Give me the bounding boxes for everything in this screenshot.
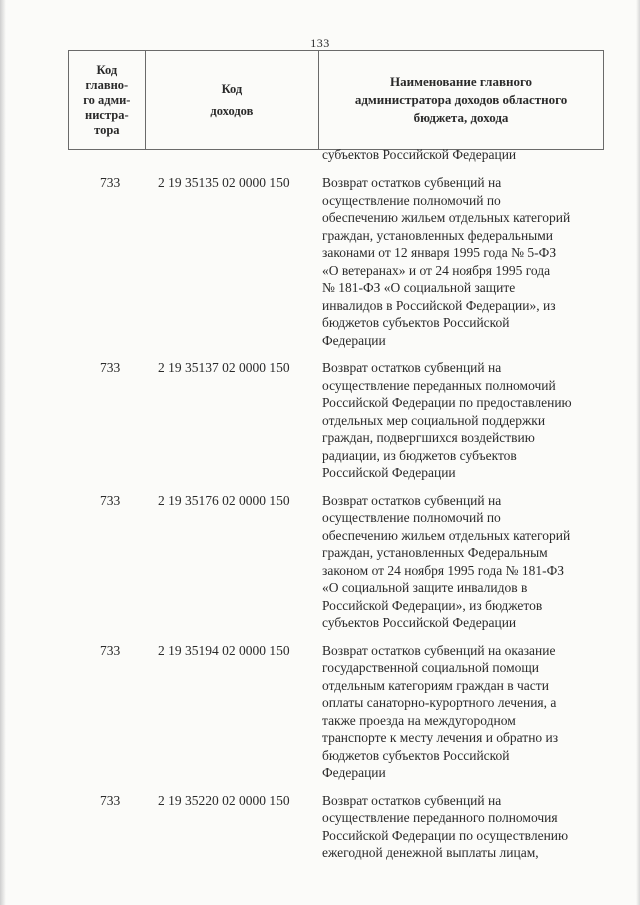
header-admin-line: главно- (85, 77, 129, 92)
income-name-line: Возврат остатков субвенций на (322, 492, 502, 508)
income-name-line: граждан, установленных Федеральным (322, 545, 548, 560)
income-name-line: «О ветеранах» и от 24 ноября 1995 года (322, 262, 551, 278)
table-header (68, 50, 604, 150)
header-admin-line: Код (96, 62, 118, 77)
header-income-code (146, 51, 319, 149)
header-name-line: бюджета, дохода (413, 110, 509, 125)
income-name-line: осуществление переданных полномочий (322, 377, 556, 393)
header-code-line: Код (221, 82, 243, 96)
income-name-line: субъектов Российской Федерации (322, 615, 517, 630)
income-name-cell (322, 792, 612, 862)
income-name-cell (322, 359, 612, 482)
income-name-line: государственной социальной помощи (322, 660, 539, 675)
income-name-cell (322, 642, 612, 782)
income-name-line: обеспечению жильем отдельных категорий (322, 527, 571, 543)
table-body (0, 174, 640, 872)
income-name-line: бюджетов субъектов Российской (322, 315, 510, 330)
table-row (0, 642, 640, 782)
income-name-line: осуществление переданного полномочия (322, 810, 558, 825)
income-name-line: инвалидов в Российской Федерации», из (322, 297, 556, 313)
header-name-line: Наименование главного (390, 74, 533, 89)
table-row (0, 174, 640, 349)
admin-code-cell: 733 (100, 642, 121, 658)
income-name-line: ежегодной денежной выплаты лицам, (322, 845, 539, 860)
income-name-line: законами от 12 января 1995 года № 5-ФЗ (322, 245, 557, 260)
header-admin-code (69, 51, 146, 149)
income-code-cell: 2 19 35176 02 0000 150 (158, 492, 290, 508)
income-name-line: Федерации (322, 332, 386, 348)
income-name-line: радиации, из бюджетов субъектов (322, 447, 517, 463)
continuation-text: субъектов Российской Федерации (322, 147, 517, 162)
income-name-line: осуществление полномочий по (322, 510, 501, 525)
income-name-line: граждан, подвергшихся воздействию (322, 430, 535, 445)
table-row (0, 492, 640, 632)
income-name-line: бюджетов субъектов Российской (322, 747, 510, 763)
income-name-line: оплаты санаторно-курортного лечения, а (322, 695, 557, 710)
income-name-line: отдельным категориям граждан в части (322, 677, 549, 693)
income-name-line: «О социальной защите инвалидов в (322, 580, 528, 595)
admin-code-cell: 733 (100, 792, 121, 808)
income-code-cell: 2 19 35194 02 0000 150 (158, 642, 290, 658)
income-name-line: Российской Федерации (322, 465, 456, 480)
income-name-cell (322, 174, 612, 349)
income-name-line: Российской Федерации», из бюджетов (322, 597, 543, 613)
income-name-line: Возврат остатков субвенций на оказание (322, 642, 556, 658)
admin-code-cell: 733 (100, 360, 121, 375)
income-name-line: Возврат остатков субвенций на (322, 792, 502, 808)
income-code-cell: 2 19 35135 02 0000 150 (158, 175, 290, 190)
header-admin-line: тора (94, 122, 120, 137)
income-name-line: № 181-ФЗ «О социальной защите (322, 280, 516, 295)
header-name-line: администратора доходов областного (354, 92, 568, 107)
income-name-line: Российской Федерации по осуществлению (322, 827, 569, 843)
income-name-line: законом от 24 ноября 1995 года № 181-ФЗ (322, 562, 565, 578)
income-name-line: отдельных мер социальной поддержки (322, 412, 546, 428)
income-name-line: осуществление полномочий по (322, 192, 501, 208)
income-name-line: Российской Федерации по предоставлению (322, 395, 572, 410)
table-row (0, 359, 640, 482)
income-code-cell: 2 19 35137 02 0000 150 (158, 360, 290, 375)
income-name-line: граждан, установленных федеральными (322, 227, 554, 243)
income-name-line: обеспечению жильем отдельных категорий (322, 210, 571, 225)
header-admin-line: нистра- (85, 107, 129, 122)
income-name-line: Федерации (322, 765, 386, 780)
income-name-line: Возврат остатков субвенций на (322, 175, 502, 190)
page-number: 133 (310, 36, 330, 50)
income-name-line: также проезда на междугородном (322, 712, 516, 728)
income-name-line: транспорте к месту лечения и обратно из (322, 730, 559, 745)
income-code-cell: 2 19 35220 02 0000 150 (158, 792, 290, 808)
table-row (0, 792, 640, 862)
admin-code-cell: 733 (100, 175, 121, 190)
header-admin-line: го адми- (83, 92, 131, 107)
income-name-line: Возврат остатков субвенций на (322, 360, 502, 375)
header-name (319, 51, 603, 149)
admin-code-cell: 733 (100, 492, 121, 508)
header-code-line: доходов (210, 104, 254, 118)
income-name-cell (322, 492, 612, 632)
